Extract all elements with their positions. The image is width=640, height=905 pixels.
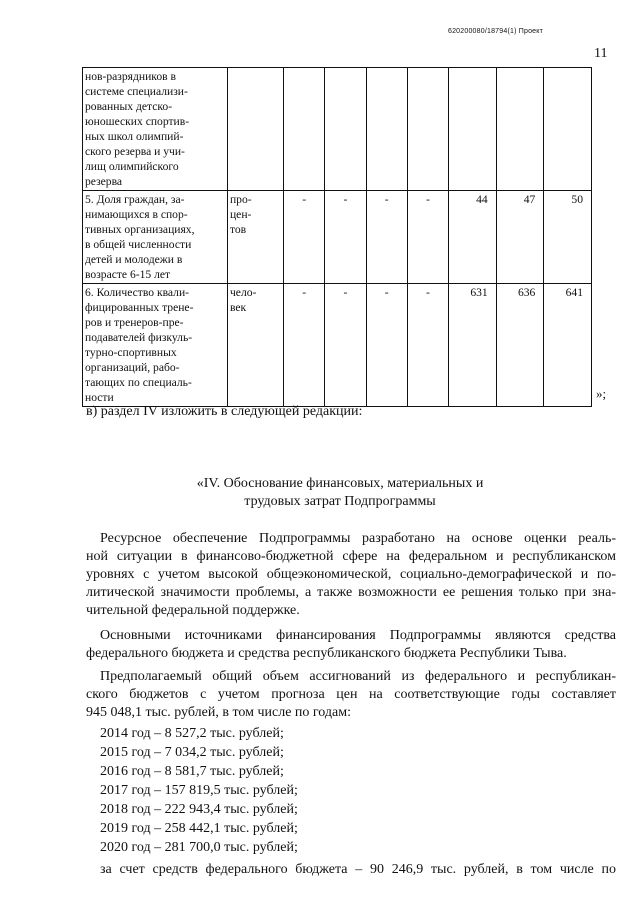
value-cell: 50: [544, 191, 592, 284]
indicator-name-cell: 6. Количество квали- фицированных трене- ров и тренеров-пре- подавателей физкуль- турно-спортивных организаций, рабо- тающих по специаль- ности: [83, 284, 228, 407]
value-cell: [496, 68, 544, 191]
value-cell: -: [407, 191, 448, 284]
paragraph-line: ского бюджетов с учетом прогноза цен на соответствующие годы составляет: [86, 687, 616, 702]
value-cell: -: [325, 284, 366, 407]
value-cell: -: [366, 284, 407, 407]
document-code: 620200080/18794(1) Проект: [448, 28, 544, 35]
value-cell: -: [366, 191, 407, 284]
table-closing-quote: »;: [596, 386, 607, 401]
value-cell: -: [284, 284, 325, 407]
value-cell: -: [284, 191, 325, 284]
indicator-name-cell: нов-разрядников в системе специализи- рованных детско- юношеских спортив- ных школ олимпий- ского резерва и учи- лищ олимпийского резерва: [83, 68, 228, 191]
paragraph-line: федерального бюджета и средства республиканского бюджета Республики Тыва.: [86, 646, 567, 661]
value-cell: 47: [496, 191, 544, 284]
table-row: [83, 68, 592, 191]
value-cell: [544, 68, 592, 191]
page-number: 11: [594, 46, 608, 61]
year-allocation: 2014 год – 8 527,2 тыс. рублей;: [100, 726, 284, 741]
paragraph-line: Основными источниками финансирования Подпрограммы являются средства: [100, 628, 616, 643]
indicators-table: [82, 67, 592, 407]
paragraph-line: Предполагаемый общий объем ассигнований из федерального и республикан-: [100, 669, 616, 684]
value-cell: 44: [449, 191, 497, 284]
paragraph-line: 945 048,1 тыс. рублей, в том числе по годам:: [86, 705, 351, 720]
paragraph-line: чительной федеральной поддержке.: [86, 603, 300, 618]
value-cell: 636: [496, 284, 544, 407]
section-heading-line-1: «IV. Обоснование финансовых, материальных и: [196, 476, 484, 491]
amendment-intro: в) раздел IV изложить в следующей редакции:: [86, 404, 363, 419]
unit-cell: [227, 68, 283, 191]
table-row: [83, 191, 592, 284]
value-cell: [407, 68, 448, 191]
paragraph-line: литической значимости проблемы, а также возможности ее решения только при зна-: [86, 585, 616, 600]
value-cell: [366, 68, 407, 191]
year-allocation: 2018 год – 222 943,4 тыс. рублей;: [100, 802, 298, 817]
value-cell: [284, 68, 325, 191]
indicator-name-cell: 5. Доля граждан, за- нимающихся в спор- тивных организациях, в общей численности детей и молодежи в возрасте 6-15 лет: [83, 191, 228, 284]
year-allocation: 2017 год – 157 819,5 тыс. рублей;: [100, 783, 298, 798]
paragraph-line: за счет средств федерального бюджета – 90 246,9 тыс. рублей, в том числе по: [100, 862, 616, 877]
year-allocation: 2016 год – 8 581,7 тыс. рублей;: [100, 764, 284, 779]
value-cell: -: [407, 284, 448, 407]
value-cell: [449, 68, 497, 191]
section-heading-line-2: трудовых затрат Подпрограммы: [244, 494, 436, 509]
unit-cell: чело- век: [227, 284, 283, 407]
year-allocation: 2020 год – 281 700,0 тыс. рублей;: [100, 840, 298, 855]
unit-cell: про- цен- тов: [227, 191, 283, 284]
paragraph-line: уровнях с учетом высокой общеэкономической, социально-демографической и по-: [86, 567, 616, 582]
paragraph-line: Ресурсное обеспечение Подпрограммы разработано на основе оценки реаль-: [100, 531, 616, 546]
paragraph-line: ной ситуации в финансово-бюджетной сфере на федеральном и республиканском: [86, 549, 616, 564]
table-row: [83, 284, 592, 407]
year-allocation: 2019 год – 258 442,1 тыс. рублей;: [100, 821, 298, 836]
value-cell: -: [325, 191, 366, 284]
value-cell: 641: [544, 284, 592, 407]
year-allocation: 2015 год – 7 034,2 тыс. рублей;: [100, 745, 284, 760]
value-cell: [325, 68, 366, 191]
value-cell: 631: [449, 284, 497, 407]
